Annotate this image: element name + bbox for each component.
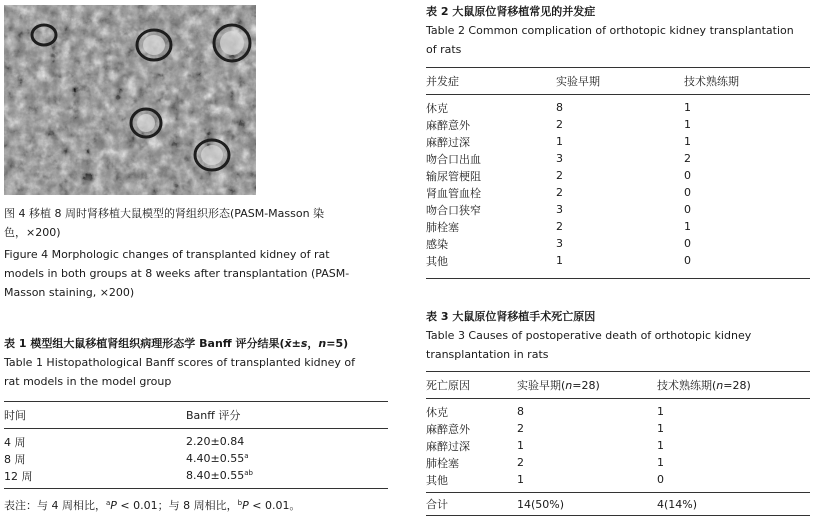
figure-4-caption-cn-line2: 色，×200) (4, 226, 61, 239)
table-3-cell-early: 1 (517, 473, 524, 486)
table-1-title-cn-prefix: 表 1 模型组大鼠移植肾组织病理形态学 Banff 评分结果( (4, 337, 285, 350)
table-3-cell-cause: 麻醉过深 (426, 439, 470, 453)
table-row (426, 218, 810, 235)
table-2-title-en-line2: of rats (426, 43, 462, 56)
table-3-header-early-post: =28) (572, 379, 600, 392)
table-2-header-complication: 并发症 (426, 75, 459, 88)
table-3-header-early-n: n (565, 379, 573, 392)
table-2-cell-complication: 麻醉意外 (426, 118, 470, 132)
figure-4-caption-cn (4, 204, 404, 242)
table-2-header-row (426, 68, 810, 95)
table-3-cell-cause: 麻醉意外 (426, 422, 470, 436)
table-3-header-skilled-pre: 技术熟练期( (657, 379, 717, 392)
table-1-title-stat: x̄±s (284, 337, 308, 350)
table-1-title-en-line1: Table 1 Histopathological Banff scores of transplanted kidney of (4, 356, 356, 369)
table-1-cell-time: 12 周 (4, 469, 33, 483)
table-1-title-cn (4, 334, 404, 353)
table-3-title-cn: 表 3 大鼠原位肾移植手术死亡原因 (426, 310, 596, 323)
table-2-cell-skilled: 2 (684, 152, 691, 165)
table-2-cell-skilled: 0 (684, 186, 691, 199)
table-row (426, 95, 810, 117)
figure-4-caption-en-line3: Masson staining, ×200) (4, 286, 135, 299)
table-1-cell-time: 8 周 (4, 452, 26, 466)
table-3-total-early: 14(50%) (517, 497, 565, 511)
table-row (426, 235, 810, 252)
table-1-cell-score (186, 429, 388, 451)
table-2-cell-early: 8 (556, 101, 563, 114)
table-2-cell-early: 2 (556, 169, 563, 182)
table-1-cell-score-sup: a (244, 452, 249, 460)
table-1-note-mid: < 0.01；与 8 周相比， (116, 499, 238, 512)
table-row (426, 437, 810, 454)
table-2-cell-complication: 肾血管血栓 (426, 186, 481, 200)
table-2-title-cn: 表 2 大鼠原位肾移植常见的并发症 (426, 5, 596, 18)
table-row (426, 133, 810, 150)
table-1-note-sup-b: b (237, 499, 243, 507)
table-3-title-en-line1: Table 3 Causes of postoperative death of orthotopic kidney (426, 329, 752, 342)
table-row (426, 184, 810, 201)
table-1-note-p-b: P (242, 499, 249, 512)
table-1-cell-score-value: 8.40±0.55 (186, 469, 245, 482)
table-3-cell-skilled: 0 (657, 473, 664, 486)
table-row (4, 467, 388, 484)
table-2-bottom-rule (426, 278, 810, 279)
table-row (426, 471, 810, 493)
table-3-title (426, 307, 818, 364)
table-1-title-sep: ， (307, 337, 319, 350)
table-2-cell-skilled: 1 (684, 220, 691, 233)
table-1-cell-score (186, 467, 388, 484)
table-2-header-skilled: 技术熟练期 (684, 75, 739, 88)
table-2-cell-early: 1 (556, 135, 563, 148)
table-row (426, 116, 810, 133)
table-1-title (4, 334, 404, 391)
table-3-cell-cause: 肺栓塞 (426, 456, 459, 470)
table-2-cell-early: 3 (556, 152, 563, 165)
figure-4-caption-cn-line1: 图 4 移植 8 周时肾移植大鼠模型的肾组织形态(PASM-Masson 染 (4, 207, 325, 220)
table-row (4, 450, 388, 467)
table-3-cell-skilled: 1 (657, 439, 664, 452)
table-1-note-sup-a: a (106, 499, 111, 507)
table-row (426, 252, 810, 269)
table-3-cell-early: 2 (517, 422, 524, 435)
table-2 (426, 67, 810, 269)
table-2-cell-skilled: 1 (684, 118, 691, 131)
table-2-cell-complication: 肺栓塞 (426, 220, 459, 234)
table-3-header-cause-text: 死亡原因 (426, 379, 470, 392)
table-3-total-skilled: 4(14%) (657, 497, 698, 511)
table-2-cell-complication: 吻合口出血 (426, 152, 481, 166)
table-3-header-early-pre: 实验早期( (517, 379, 566, 392)
table-row (426, 150, 810, 167)
table-2-cell-skilled: 0 (684, 169, 691, 182)
table-1-cell-score-sup: ab (244, 469, 253, 477)
table-1-note-prefix: 表注：与 4 周相比， (4, 499, 106, 512)
table-2-cell-complication: 输尿管梗阻 (426, 169, 481, 183)
table-2-cell-early: 3 (556, 237, 563, 250)
table-2-cell-skilled: 0 (684, 237, 691, 250)
table-1-cell-score-value: 2.20±0.84 (186, 435, 245, 448)
table-3-cell-early: 1 (517, 439, 524, 452)
table-1-note-p-a: P (110, 499, 117, 512)
table-1-header-score: Banff 评分 (186, 409, 241, 422)
table-3 (426, 371, 810, 516)
table-2-cell-early: 1 (556, 254, 563, 267)
table-row (426, 167, 810, 184)
table-2-cell-skilled: 0 (684, 254, 691, 267)
table-2-title-en-line1: Table 2 Common complication of orthotopic kidney transplantation (426, 24, 794, 37)
table-3-header-cause (426, 372, 517, 399)
table-row (426, 454, 810, 471)
figure-4-caption-en-line1: Figure 4 Morphologic changes of transplanted kidney of rat (4, 248, 330, 261)
table-3-cell-skilled: 1 (657, 456, 664, 469)
table-3-cell-early: 2 (517, 456, 524, 469)
table-1-header-row (4, 402, 388, 429)
table-2-cell-skilled: 0 (684, 203, 691, 216)
table-1-bottom-rule (4, 488, 388, 489)
table-row (426, 399, 810, 421)
table-2-cell-skilled: 1 (684, 135, 691, 148)
figure-4-caption-en-line2: models in both groups at 8 weeks after transplantation (PASM- (4, 267, 350, 280)
table-row (426, 420, 810, 437)
table-3-header-early (517, 372, 657, 399)
table-2-cell-early: 2 (556, 118, 563, 131)
table-1-note-end: < 0.01。 (248, 499, 301, 512)
table-2-header-early: 实验早期 (556, 75, 600, 88)
table-3-cell-skilled: 1 (657, 405, 664, 418)
table-1-note (4, 498, 404, 514)
table-3-cell-cause: 休克 (426, 405, 448, 419)
table-1-cell-time: 4 周 (4, 435, 26, 449)
table-3-header-row (426, 372, 810, 399)
figure-4-caption-en (4, 245, 404, 302)
table-3-total-row (426, 493, 810, 516)
table-1-header-time: 时间 (4, 409, 26, 422)
table-2-cell-complication: 吻合口狭窄 (426, 203, 481, 217)
table-2-cell-complication: 感染 (426, 237, 448, 251)
table-2-cell-early: 2 (556, 186, 563, 199)
table-2-cell-skilled: 1 (684, 101, 691, 114)
table-row (426, 201, 810, 218)
table-3-cell-skilled: 1 (657, 422, 664, 435)
table-3-header-skilled-post: =28) (723, 379, 751, 392)
table-2-cell-complication: 休克 (426, 101, 448, 115)
table-2-cell-complication: 其他 (426, 254, 448, 268)
table-2-cell-early: 3 (556, 203, 563, 216)
figure-4-micrograph (4, 5, 256, 195)
table-1-cell-score (186, 450, 388, 467)
table-1-title-en-line2: rat models in the model group (4, 375, 172, 388)
table-3-header-skilled (657, 372, 810, 399)
table-1-cell-score-value: 4.40±0.55 (186, 452, 245, 465)
table-3-title-en-line2: transplantation in rats (426, 348, 549, 361)
table-3-cell-cause: 其他 (426, 473, 448, 487)
table-2-title (426, 2, 818, 59)
table-2-cell-early: 2 (556, 220, 563, 233)
table-1-title-n-label: n (318, 337, 327, 350)
table-3-header-skilled-n: n (716, 379, 724, 392)
table-1 (4, 401, 388, 484)
table-row (4, 429, 388, 451)
table-2-cell-complication: 麻醉过深 (426, 135, 470, 149)
table-1-title-n-value: =5) (326, 337, 349, 350)
table-3-total-label: 合计 (426, 498, 448, 511)
table-3-cell-early: 8 (517, 405, 524, 418)
